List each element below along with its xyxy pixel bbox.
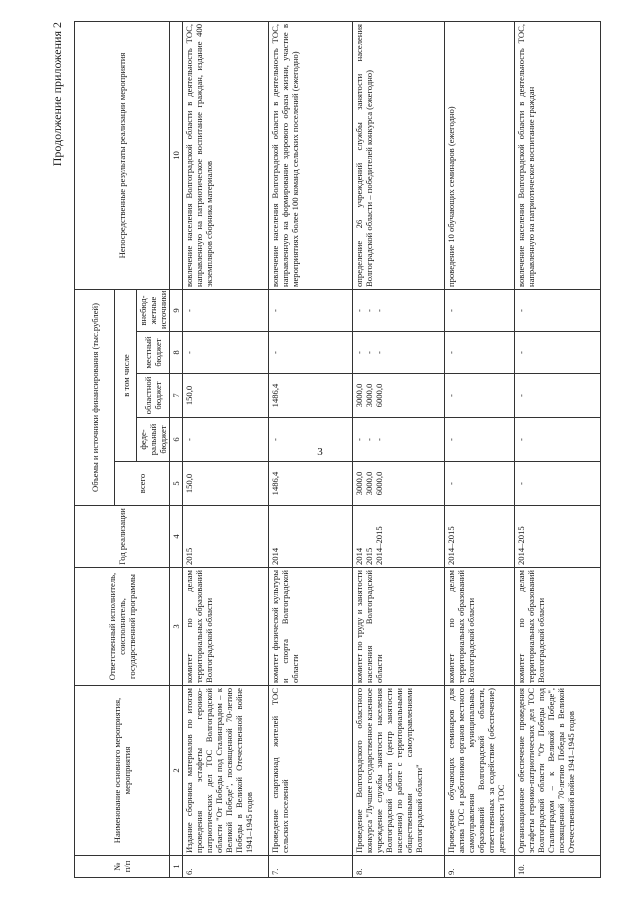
- cell-federal: -: [183, 418, 269, 462]
- header-extra: внебюд-жетные источники: [137, 289, 170, 331]
- column-number: 6: [170, 418, 183, 462]
- cell-year: 2014: [269, 506, 353, 568]
- column-number: 1: [170, 856, 183, 878]
- table-row: [269, 21, 353, 877]
- column-number: 5: [170, 462, 183, 506]
- cell-num: 10.: [515, 856, 601, 878]
- header-total: всего: [115, 462, 170, 506]
- column-number-row: [170, 21, 183, 877]
- cell-responsible: комитет по делам территориальных образований Волгоградской области: [515, 568, 601, 686]
- cell-local: -: [515, 332, 601, 374]
- cell-result: проведение 10 обучающих семинаров (ежегодно): [445, 21, 515, 289]
- cell-responsible: комитет по делам территориальных образований Волгоградской области: [183, 568, 269, 686]
- column-number: 10: [170, 21, 183, 289]
- cell-total: -: [515, 462, 601, 506]
- cell-name: Проведение Волгоградского областного конкурса "Лучшее государственное казенное учреждение службы занятости населения Волгоградской области (центр занятости населения) по работе с территориальными общественными самоуправлениями Волгоградской области": [353, 686, 445, 856]
- cell-regional: 1486,4: [269, 374, 353, 418]
- continuation-title: Продолжение приложения 2: [50, 22, 64, 167]
- cell-result: вовлечение населения Волгоградской области в деятельность ТОС, направленную на формирование здорового образа жизни, участие в мероприятиях более 100 команд сельских поселений (ежегодно): [269, 21, 353, 289]
- cell-federal: -: [269, 418, 353, 462]
- column-number: 3: [170, 568, 183, 686]
- cell-name: Организационное обеспечение проведения эстафеты героико-патриотических дел ТОС Волгоградской области "От Победы под Сталинградом – к Великой Победе", посвященной 70-летию Победы в Великой Отечественной войне 1941–1945 годов: [515, 686, 601, 856]
- header-results: Непосредственные результаты реализации мероприятия: [75, 21, 170, 289]
- cell-regional: -: [445, 374, 515, 418]
- cell-name: Проведение спартакиад жителей ТОС сельских поселений: [269, 686, 353, 856]
- cell-federal: -: [445, 418, 515, 462]
- cell-federal: - - -: [353, 418, 445, 462]
- cell-extra: -: [515, 289, 601, 331]
- header-responsible: Ответственный исполнитель, соисполнитель, государственной программы: [75, 568, 170, 686]
- cell-responsible: комитет физической культуры и спорта Волгоградской области: [269, 568, 353, 686]
- cell-result: определение 26 учреждений службы занятости населения Волгоградской области – победителей конкурса (ежегодно): [353, 21, 445, 289]
- cell-year: 2014–2015: [515, 506, 601, 568]
- cell-extra: -: [183, 289, 269, 331]
- page-number: 3: [317, 446, 323, 458]
- cell-local: -: [183, 332, 269, 374]
- column-number: 7: [170, 374, 183, 418]
- cell-year: 2015: [183, 506, 269, 568]
- column-number: 4: [170, 506, 183, 568]
- cell-year: 2014 2015 2014–2015: [353, 506, 445, 568]
- column-number: 2: [170, 686, 183, 856]
- column-number: 8: [170, 332, 183, 374]
- table-header: [75, 21, 183, 877]
- cell-year: 2014–2015: [445, 506, 515, 568]
- header-local: местный бюджет: [137, 332, 170, 374]
- cell-extra: -: [445, 289, 515, 331]
- header-year: Год реализации: [75, 506, 170, 568]
- cell-extra: -: [269, 289, 353, 331]
- cell-responsible: комитет по делам территориальных образований Волгоградской области: [445, 568, 515, 686]
- cell-responsible: комитет по труду и занятости населения Волгоградской области: [353, 568, 445, 686]
- column-number: 9: [170, 289, 183, 331]
- cell-num: 7.: [269, 856, 353, 878]
- program-table: [74, 21, 601, 878]
- header-regional: областной бюджет: [137, 374, 170, 418]
- cell-total: -: [445, 462, 515, 506]
- cell-num: 8.: [353, 856, 445, 878]
- header-federal: феде-ральный бюджет: [137, 418, 170, 462]
- table-row: [515, 21, 601, 877]
- cell-regional: 3000,0 3000,0 6000,0: [353, 374, 445, 418]
- cell-num: 9.: [445, 856, 515, 878]
- cell-local: -: [445, 332, 515, 374]
- cell-local: -: [269, 332, 353, 374]
- header-num: № п/п: [75, 856, 170, 878]
- cell-total: 1486,4: [269, 462, 353, 506]
- cell-num: 6.: [183, 856, 269, 878]
- cell-total: 3000,0 3000,0 6000,0: [353, 462, 445, 506]
- table-body: [183, 21, 601, 877]
- cell-regional: -: [515, 374, 601, 418]
- cell-total: 150,0: [183, 462, 269, 506]
- header-name: Наименование основного мероприятия, мероприятия: [75, 686, 170, 856]
- cell-name: Издание сборника материалов по итогам проведения эстафеты героико-патриотических дел ТОС Волгоградской области "От Победы под Сталинградом – к Великой Победе", посвященной 70-летию Победы в Великой Отечественной войне 1941–1945 годов: [183, 686, 269, 856]
- header-funding: Объемы и источники финансирования (тыс.рублей): [75, 289, 115, 505]
- cell-result: вовлечение населения Волгоградской области в деятельность ТОС, направленную на патриотическое воспитание граждан: [515, 21, 601, 289]
- table-row: [445, 21, 515, 877]
- cell-result: вовлечение населения Волгоградской области в деятельность ТОС, направленную на патриотическое воспитание граждан, издание 400 экземпляров сборника материалов: [183, 21, 269, 289]
- cell-federal: -: [515, 418, 601, 462]
- table-row: [353, 21, 445, 877]
- cell-regional: 150,0: [183, 374, 269, 418]
- cell-extra: - - -: [353, 289, 445, 331]
- cell-name: Проведение обучающих семинаров для актива ТОС и работников органов местного самоуправления муниципальных образований Волгоградской области, ответственных за содействие (обеспечение) деятельности ТОС: [445, 686, 515, 856]
- rotated-page: [50, 18, 610, 878]
- cell-local: - - -: [353, 332, 445, 374]
- table-row: [183, 21, 269, 877]
- header-incl: в том числе: [115, 289, 137, 461]
